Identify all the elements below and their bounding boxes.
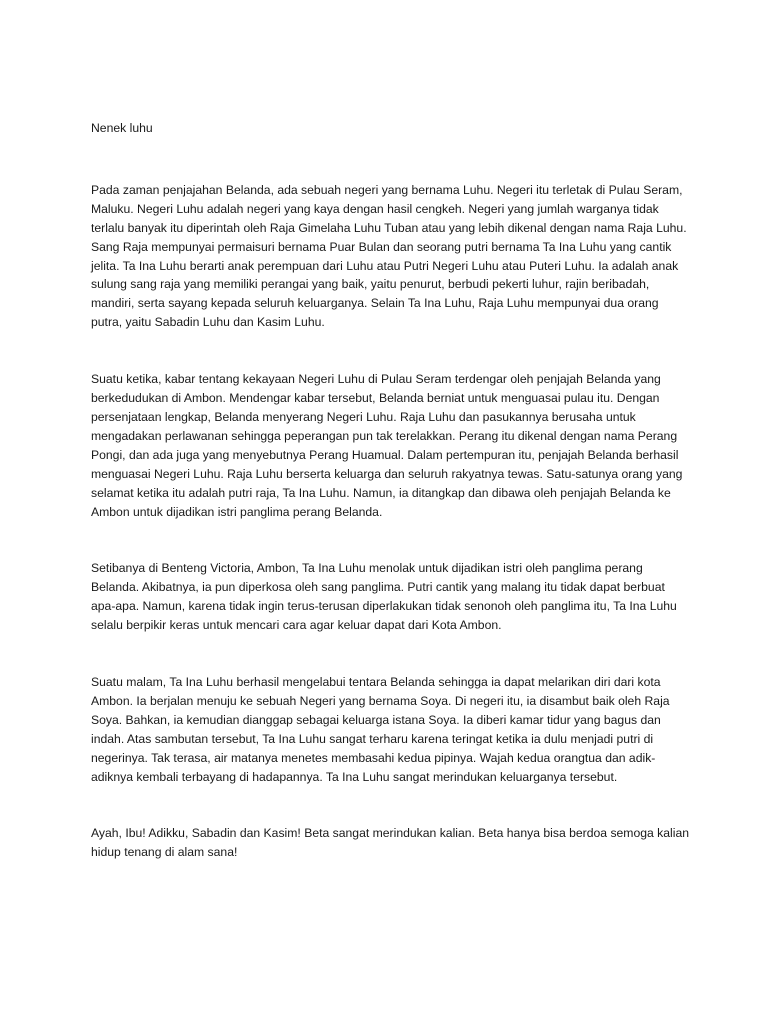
- paragraph-4: Suatu malam, Ta Ina Luhu berhasil mengelabui tentara Belanda sehingga ia dapat melarikan diri dari kota Ambon. Ia berjalan menuju ke sebuah Negeri yang bernama Soya. Di negeri itu, ia disambut baik oleh Raja Soya. Bahkan, ia kemudian dianggap sebagai keluarga istana Soya. Ia diberi kamar tidur yang bagus dan indah. Atas sambutan tersebut, Ta Ina Luhu sangat terharu karena teringat ketika ia dulu menjadi putri di negerinya. Tak terasa, air matanya menetes membasahi kedua pipinya. Wajah kedua orangtua dan adik-adiknya kembali terbayang di hadapannya. Ta Ina Luhu sangat merindukan keluarganya tersebut.: [91, 675, 670, 784]
- paragraph-2: Suatu ketika, kabar tentang kekayaan Negeri Luhu di Pulau Seram terdengar oleh penjajah Belanda yang berkedudukan di Ambon. Mendengar kabar tersebut, Belanda berniat untuk menguasai pulau itu. Dengan persenjataan lengkap, Belanda menyerang Negeri Luhu. Raja Luhu dan pasukannya berusaha untuk mengadakan perlawanan sehingga peperangan pun tak terelakkan. Perang itu dikenal dengan nama Perang Pongi, dan ada juga yang menyebutnya Perang Huamual. Dalam pertempuran itu, penjajah Belanda berhasil menguasai Negeri Luhu. Raja Luhu berserta keluarga dan seluruh rakyatnya tewas. Satu-satunya orang yang selamat ketika itu adalah putri raja, Ta Ina Luhu. Namun, ia ditangkap dan dibawa oleh penjajah Belanda ke Ambon untuk dijadikan istri panglima perang Belanda.: [91, 372, 683, 519]
- paragraph-3: Setibanya di Benteng Victoria, Ambon, Ta Ina Luhu menolak untuk dijadikan istri oleh panglima perang Belanda. Akibatnya, ia pun diperkosa oleh sang panglima. Putri cantik yang malang itu tidak dapat berbuat apa-apa. Namun, karena tidak ingin terus-terusan diperlakukan tidak senonoh oleh panglima itu, Ta Ina Luhu selalu berpikir keras untuk mencari cara agar keluar dapat dari Kota Ambon.: [91, 561, 677, 633]
- document-title: Nenek luhu: [91, 121, 153, 135]
- paragraph-5: Ayah, Ibu! Adikku, Sabadin dan Kasim! Beta sangat merindukan kalian. Beta hanya bisa berdoa semoga kalian hidup tenang di alam sana!: [91, 826, 690, 860]
- document-page: [91, 119, 691, 862]
- paragraph-1: Pada zaman penjajahan Belanda, ada sebuah negeri yang bernama Luhu. Negeri itu terletak di Pulau Seram, Maluku. Negeri Luhu adalah negeri yang kaya dengan hasil cengkeh. Negeri yang jumlah warganya tidak terlalu banyak itu diperintah oleh Raja Gimelaha Luhu Tuban atau yang lebih dikenal dengan nama Raja Luhu. Sang Raja mempunyai permaisuri bernama Puar Bulan dan seorang putri bernama Ta Ina Luhu yang cantik jelita. Ta Ina Luhu berarti anak perempuan dari Luhu atau Putri Negeri Luhu atau Puteri Luhu. Ia adalah anak sulung sang raja yang memiliki perangai yang baik, yaitu penurut, berbudi pekerti luhur, rajin beribadah, mandiri, serta sayang kepada seluruh keluarganya. Selain Ta Ina Luhu, Raja Luhu mempunyai dua orang putra, yaitu Sabadin Luhu dan Kasim Luhu.: [91, 182, 687, 330]
